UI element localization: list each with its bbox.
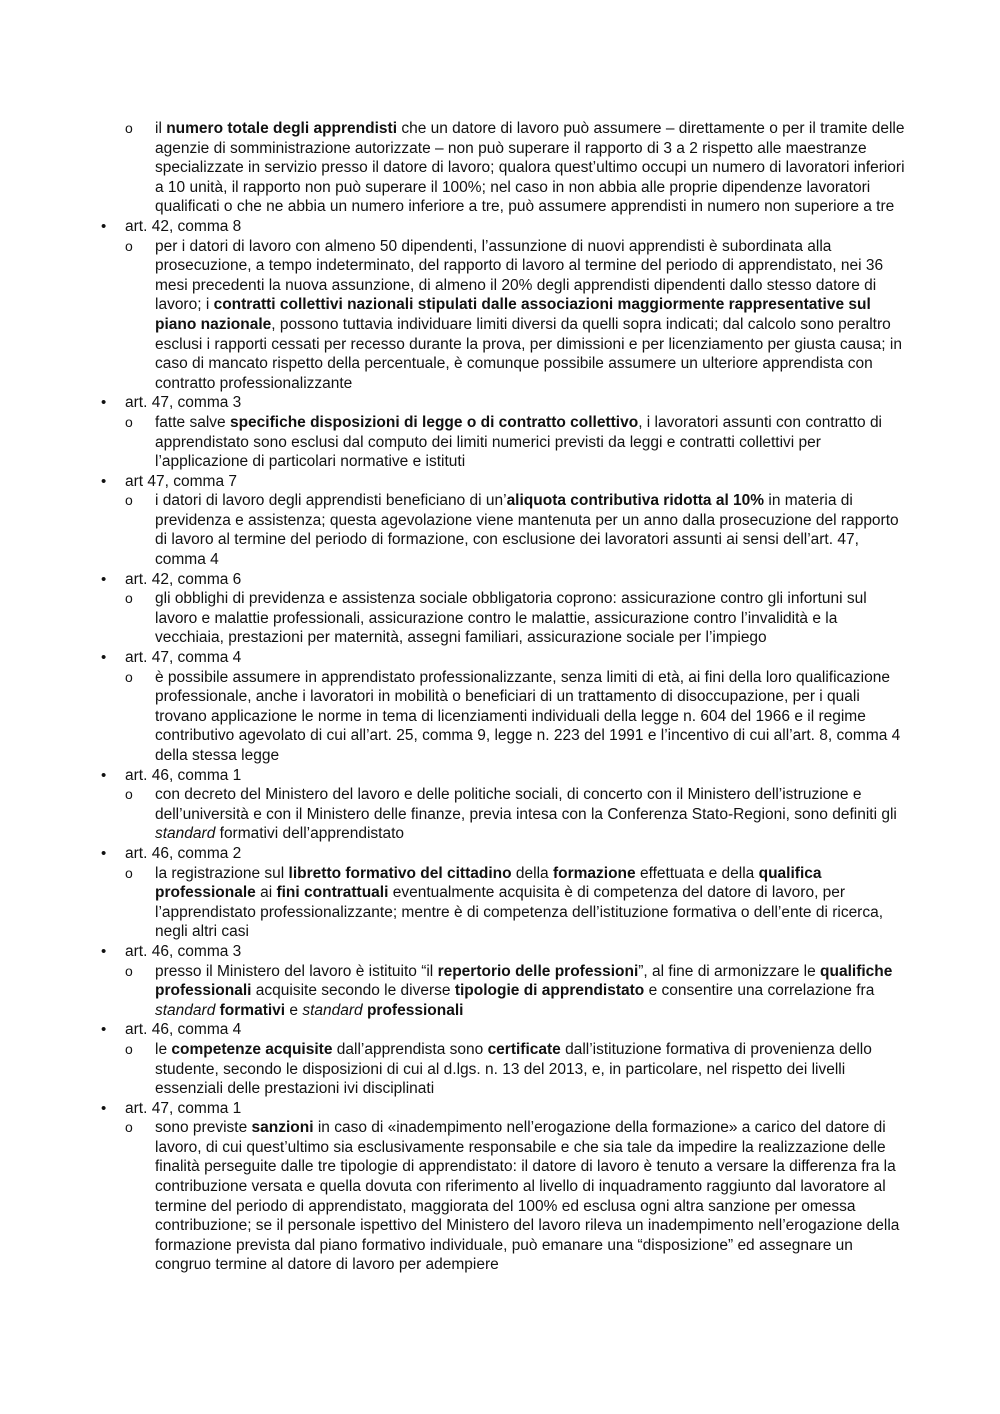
article-item — [110, 648, 910, 766]
bold-text: libretto formativo del cittadino — [288, 864, 512, 882]
article-text — [110, 589, 910, 648]
text-segment: , possono tuttavia individuare limiti diversi da quelli sopra indicati; dal calcolo sono peraltro esclusi i rapporti cessati per recesso durante la prova, per dimissioni e per licenziamento per giusta causa; in caso di mancato rispetto della percentuale, è comunque possibile assumere un ulteriore apprendista con contratto professionalizzante — [155, 315, 902, 392]
article-text — [110, 864, 910, 942]
article-label: • art. 47, comma 3 — [125, 394, 242, 412]
article-sublist — [110, 589, 910, 648]
article-label: • art. 47, comma 4 — [125, 649, 242, 667]
article-sublist — [110, 1040, 910, 1099]
bold-text: aliquota contributiva ridotta al 10% — [506, 492, 765, 510]
text-segment: gli obblighi di previdenza e assistenza sociale obbligatoria coprono: assicurazione contro gli infortuni sul lavoro e malattie professionali, assicurazione contro le malattie, assicurazione contro l’invalidità e la vecchiaia, prestazioni per maternità, assegni familiari, assicurazione sociale per l’impiego — [155, 590, 867, 647]
text-segment: le — [155, 1040, 172, 1058]
article-text — [110, 668, 910, 766]
text-segment: ”, al fine di armonizzare le — [638, 962, 821, 980]
article-item — [110, 844, 910, 942]
bold-text: tipologie di apprendistato — [454, 982, 645, 1000]
article-sublist — [110, 237, 910, 394]
article-label: • art. 47, comma 1 — [125, 1099, 242, 1117]
italic-text: standard — [155, 1001, 216, 1019]
intro-item — [110, 119, 910, 217]
text-segment: i datori di lavoro degli apprendisti beneficiano di un’ — [155, 492, 507, 510]
text-segment: con decreto del Ministero del lavoro e delle politiche sociali, di concerto con il Ministero dell’istruzione e dell’università e con il Ministero delle finanze, previa intesa con la Conferenza Stato-Regioni, sono definiti gli — [155, 786, 897, 823]
text-segment: in caso di «inadempimento nell’erogazione della formazione» a carico del datore di lavoro, di cui quest’ultimo sia esclusivamente responsabile e che sia tale da impedire la realizzazione delle finalità perseguite dalle tre tipologie di apprendistato: il datore di lavoro è tenuto a versare la differenza fra la contribuzione versata e quella dovuta con riferimento al livello di inquadramento raggiunto dal lavoratore al termine del periodo di apprendistato, maggiorata del 100% ed esclusa ogni altra sanzione per omessa contribuzione; se il personale ispettivo del Ministero del lavoro rileva un inadempimento nell’erogazione della formazione prevista dal piano formativo individuale, può emanare una “disposizione” ed assegnare un congruo termine al datore di lavoro per adempiere — [155, 1119, 900, 1274]
italic-text: standard — [302, 1001, 363, 1019]
text-segment: dall’apprendista sono — [332, 1040, 488, 1058]
article-text — [110, 1118, 910, 1275]
bold-text: qualifica professionale — [155, 864, 822, 902]
text-segment: il — [155, 120, 167, 137]
articles-list — [110, 217, 910, 1275]
article-label: • art. 42, comma 6 — [125, 570, 242, 588]
bold-text: contratti collettivi nazionali stipulati dalle associazioni maggiormente rappresentative sul piano nazionale — [155, 296, 871, 333]
text-segment: fatte salve — [155, 413, 230, 431]
article-text — [110, 491, 910, 569]
text-segment: della — [511, 864, 553, 882]
text-segment: è possibile assumere in apprendistato professionalizzante, senza limiti di età, ai fini della loro qualificazione professionale, anche i lavoratori in mobilità o beneficiari di un trattamento di disoccupazione, per i quali trovano applicazione le norme in tema di licenziamenti individuali della legge n. 604 del 1966 e il regime contributivo agevolato di cui all’art. 25, comma 9, legge n. 223 del 1991 e l’incentivo di cui all’art. 8, comma 4 della stessa legge — [155, 668, 901, 764]
bold-text: fini contrattuali — [276, 884, 389, 902]
article-label: • art. 46, comma 2 — [125, 844, 242, 862]
bold-text: certificate — [487, 1040, 561, 1058]
text-segment: in materia di previdenza e assistenza; questa agevolazione viene mantenuta per un anno dalla prosecuzione del rapporto di lavoro al termine del periodo di formazione, con esclusione dei lavoratori assunti ai sensi dell’art. 47, comma 4 — [155, 492, 899, 569]
text-segment: sono previste — [155, 1119, 252, 1137]
bold-text: professionali — [362, 1001, 464, 1019]
article-item — [110, 570, 910, 648]
bold-text: sanzioni — [251, 1119, 314, 1137]
article-label: • art. 46, comma 4 — [125, 1021, 242, 1039]
article-sublist — [110, 668, 910, 766]
bold-text: formativi — [215, 1001, 286, 1019]
text-segment: formativi dell’apprendistato — [215, 825, 405, 843]
article-sublist — [110, 864, 910, 942]
article-sublist — [110, 1118, 910, 1275]
article-sublist — [110, 491, 910, 569]
article-sublist — [110, 962, 910, 1021]
text-segment: la registrazione sul — [155, 864, 289, 882]
intro-list — [110, 119, 910, 217]
italic-text: standard — [155, 825, 216, 843]
text-segment: eventualmente acquisita è di competenza del datore di lavoro, per l’apprendistato professionalizzante; mentre è di competenza dell’istituzione formativa o dell’ente di ricerca, negli altri casi — [155, 884, 884, 941]
article-text — [110, 1040, 910, 1099]
article-sublist — [110, 785, 910, 844]
bold-text: competenze acquisite — [171, 1040, 333, 1058]
article-item — [110, 1020, 910, 1098]
text-segment: e consentire una correlazione fra — [644, 982, 875, 1000]
text-segment: dall’istituzione formativa di provenienza dello studente, secondo le disposizioni di cui al d.lgs. n. 13 del 2013, e, in particolare, nel rispetto dei livelli essenziali delle prestazioni ivi disciplinati — [155, 1040, 872, 1098]
article-label: • art. 42, comma 8 — [125, 217, 242, 235]
article-item — [110, 1099, 910, 1275]
text-segment: e — [285, 1001, 303, 1019]
article-label: • art. 46, comma 1 — [125, 766, 242, 784]
text-segment: ai — [255, 884, 277, 902]
article-label: • art. 46, comma 3 — [125, 942, 242, 960]
article-text — [110, 962, 910, 1021]
bold-text: numero totale degli apprendisti — [166, 120, 398, 137]
bold-text: formazione — [552, 864, 636, 882]
text-segment: effettuata e della — [635, 864, 759, 882]
article-text — [110, 413, 910, 472]
text-segment: acquisite secondo le diverse — [251, 982, 455, 1000]
article-label: • art 47, comma 7 — [125, 472, 237, 490]
article-text — [110, 785, 910, 844]
bold-text: qualifiche professionali — [155, 962, 893, 1000]
bold-text: specifiche disposizioni di legge o di contratto collettivo — [229, 413, 639, 431]
article-item — [110, 766, 910, 844]
text-segment: che un datore di lavoro può assumere – direttamente o per il tramite delle agenzie di somministrazione autorizzate – non può superare il rapporto di 3 a 2 rispetto alle maestranze specializzate in servizio presso il datore di lavoro; qualora quest’ultimo occupi un numero di lavoratori inferiori a 10 unità, il rapporto non può superare il 100%; nel caso in non abbia alle proprie dipendenze lavoratori qualificati o che ne abbia un numero inferiore a tre, può assumere apprendisti in numero non superiore a tre — [155, 120, 905, 216]
article-text — [110, 237, 910, 394]
bold-text: repertorio delle professioni — [437, 962, 639, 980]
article-item — [110, 942, 910, 1020]
text-segment: , i lavoratori assunti con contratto di apprendistato sono esclusi dal computo dei limiti numerici previsti da leggi e contratti collettivi per l’applicazione di particolari normative e istituti — [155, 413, 883, 471]
article-item — [110, 472, 910, 570]
text-segment: per i datori di lavoro con almeno 50 dipendenti, l’assunzione di nuovi apprendisti è subordinata alla prosecuzione, a tempo indeterminato, del rapporto di lavoro al termine del periodo di apprendistato, nei 36 mesi precedenti la nuova assunzione, di almeno il 20% degli apprendisti dipendenti dallo stesso datore di lavoro; i — [155, 237, 884, 314]
text-segment: presso il Ministero del lavoro è istituito “il — [155, 962, 438, 980]
article-item — [110, 217, 910, 393]
article-item — [110, 393, 910, 471]
article-sublist — [110, 413, 910, 472]
